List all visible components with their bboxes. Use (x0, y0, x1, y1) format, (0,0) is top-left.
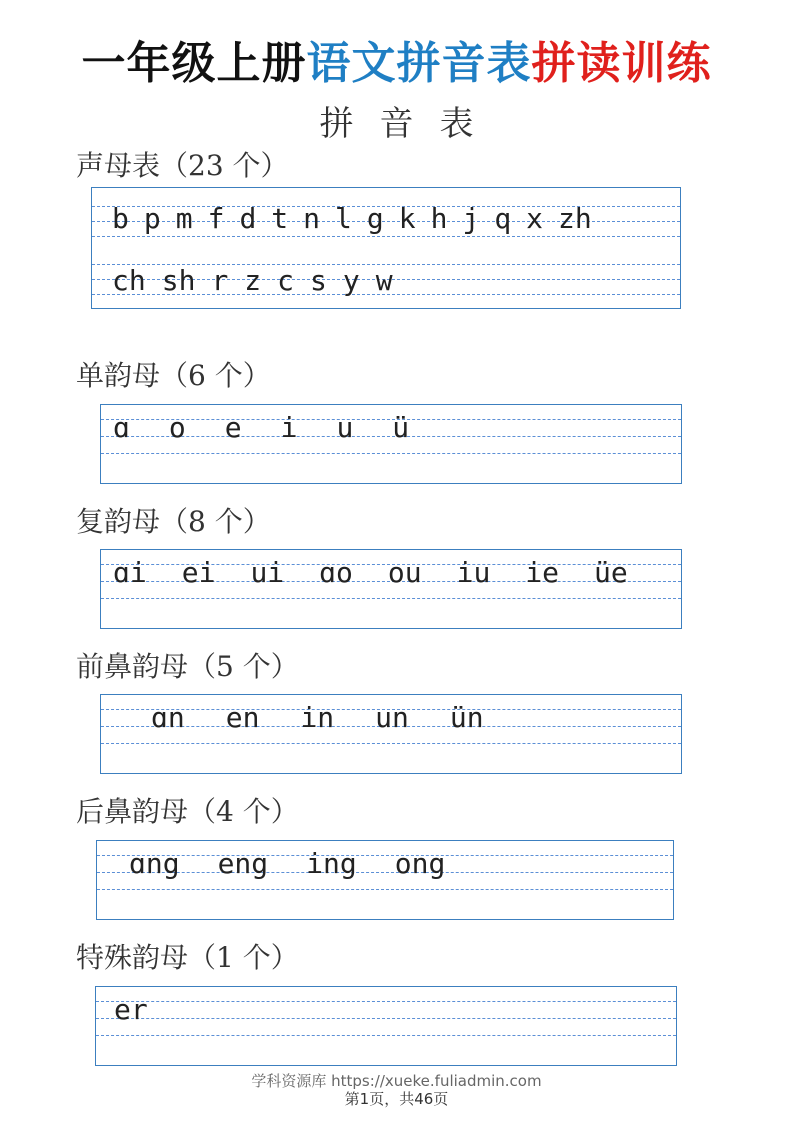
writing-box-initials (91, 187, 681, 309)
writing-box-simple-finals (100, 404, 682, 484)
pinyin-letter: un (375, 701, 409, 734)
pinyin-letter: t (271, 202, 289, 235)
pinyin-letter: iu (456, 556, 491, 589)
pinyin-letter: in (300, 701, 335, 734)
section-label-simple-finals: 单韵母（6 个） (76, 359, 271, 392)
letter-row (92, 264, 680, 298)
pinyin-letter: e (224, 411, 242, 444)
pinyin-letter: q (494, 202, 512, 235)
pinyin-letter: er (114, 993, 148, 1026)
pinyin-letter: k (398, 202, 416, 235)
section-label-initials: 声母表（23 个） (76, 149, 289, 182)
pinyin-letter: ɑng (129, 847, 180, 880)
pinyin-letter: p (143, 202, 161, 235)
pinyin-letter: en (225, 701, 260, 734)
pinyin-letter: ɑo (319, 556, 353, 589)
pinyin-letter: c (277, 264, 295, 297)
writing-box-special-finals (95, 986, 677, 1066)
letter-row (96, 993, 676, 1027)
pinyin-letter: w (375, 264, 393, 297)
pinyin-letter: ɑi (113, 556, 147, 589)
pinyin-letter: g (366, 202, 384, 235)
pinyin-letter: n (303, 202, 321, 235)
footer-page-number: 第1页，共46页 (344, 1090, 449, 1108)
pinyin-letter: x (526, 202, 544, 235)
writing-box-front-nasal-finals (100, 694, 682, 774)
pinyin-letter: l (335, 202, 352, 235)
letter-row (92, 202, 680, 236)
pinyin-letter: d (239, 202, 257, 235)
page-title (0, 34, 793, 94)
pinyin-letter: j (462, 202, 480, 235)
pinyin-letter: zh (558, 202, 592, 235)
pinyin-letter: eng (217, 847, 269, 880)
pinyin-letter: b (112, 202, 129, 235)
pinyin-letter: z (244, 264, 262, 297)
pinyin-letter: i (280, 411, 298, 444)
pinyin-letter: ie (525, 556, 560, 589)
section-label-compound-finals: 复韵母（8 个） (76, 505, 271, 538)
pinyin-letter: ui (250, 556, 285, 589)
writing-box-compound-finals (100, 549, 682, 629)
letter-row (101, 701, 681, 735)
pinyin-letter: sh (161, 264, 196, 297)
section-label-special-finals: 特殊韵母（1 个） (76, 941, 299, 974)
pinyin-letter: o (168, 411, 186, 444)
pinyin-letter: ɑn (151, 701, 185, 734)
letter-row (101, 411, 681, 445)
pinyin-letter: ün (449, 701, 484, 734)
letter-row (101, 556, 681, 590)
section-label-front-nasal-finals: 前鼻韵母（5 个） (76, 650, 299, 683)
pinyin-letter: ch (112, 264, 146, 297)
pinyin-letter: ong (394, 847, 446, 880)
writing-box-back-nasal-finals (96, 840, 674, 920)
pinyin-letter: y (342, 264, 360, 297)
pinyin-letter: ei (181, 556, 216, 589)
title-part-grade: 一年级上册 (81, 38, 307, 89)
pinyin-letter: u (336, 411, 354, 444)
pinyin-letter: r (211, 264, 229, 297)
section-label-back-nasal-finals: 后鼻韵母（4 个） (76, 795, 299, 828)
footer-source: 学科资源库 https://xueke.fuliadmin.com (251, 1072, 542, 1090)
pinyin-letter: m (175, 202, 193, 235)
letter-row (97, 847, 673, 881)
pinyin-letter: ü (392, 411, 410, 444)
pinyin-letter: ing (306, 847, 357, 880)
pinyin-letter: ɑ (113, 411, 130, 444)
page-subtitle: 拼音表 (319, 104, 500, 144)
pinyin-letter: h (430, 202, 448, 235)
title-part-training: 拼读训练 (531, 38, 712, 89)
title-part-pinyin-table: 语文拼音表 (306, 38, 532, 89)
pinyin-letter: üe (594, 556, 628, 589)
pinyin-letter: ou (387, 556, 422, 589)
pinyin-letter: s (310, 264, 327, 297)
pinyin-letter: f (207, 202, 225, 235)
